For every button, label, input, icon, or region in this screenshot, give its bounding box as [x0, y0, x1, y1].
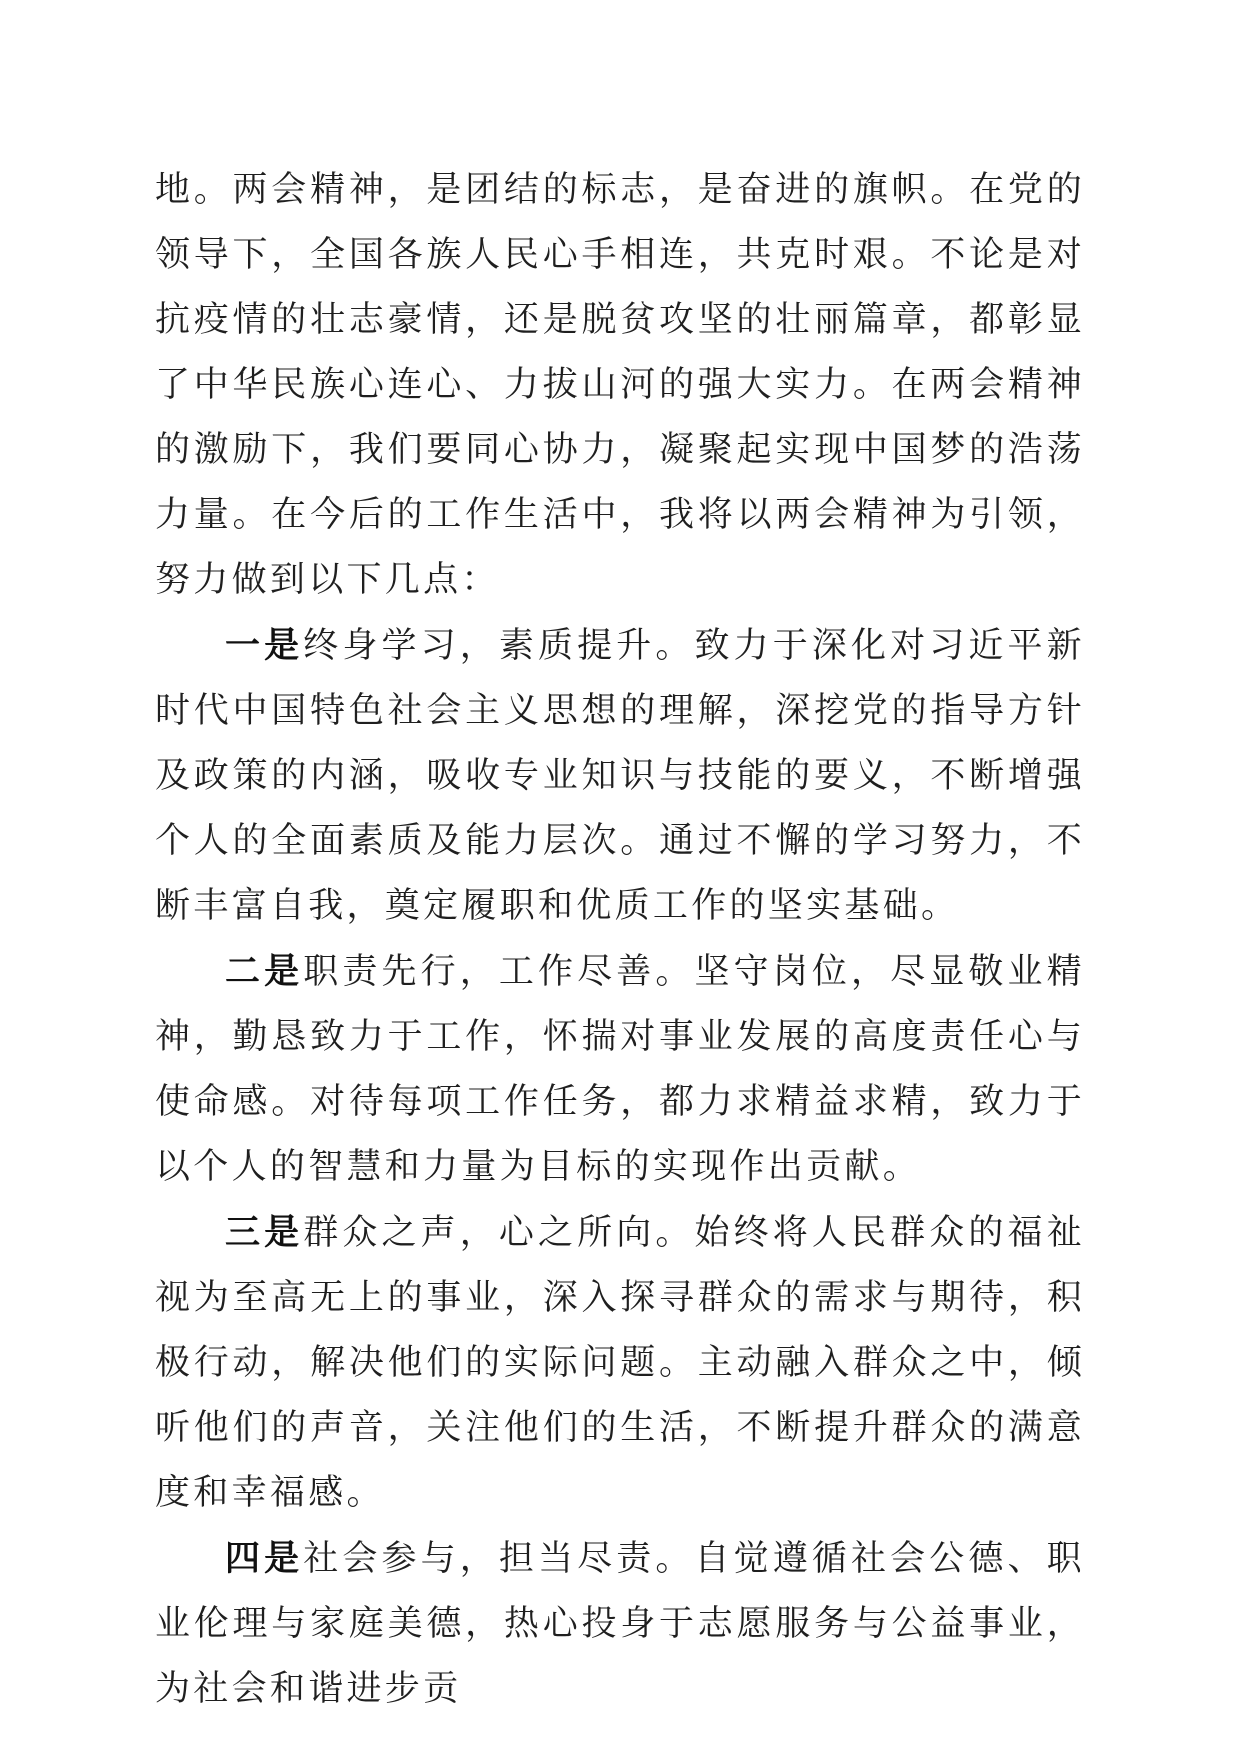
paragraph-point-2 — [155, 939, 1085, 1200]
paragraph-lead: 一是 — [225, 625, 304, 666]
paragraph-point-3 — [155, 1200, 1085, 1526]
document-body — [155, 158, 1085, 1722]
paragraph-point-4 — [155, 1526, 1085, 1722]
paragraph-text: 地。两会精神，是团结的标志，是奋进的旗帜。在党的领导下，全国各族人民心手相连，共克时艰。不论是对抗疫情的壮志豪情，还是脱贫攻坚的壮丽篇章，都彰显了中华民族心连心、力拔山河的强大实力。在两会精神的激励下，我们要同心协力，凝聚起实现中国梦的浩荡力量。在今后的工作生活中，我将以两会精神为引领，努力做到以下几点： — [155, 170, 1085, 600]
paragraph-lead: 二是 — [225, 951, 304, 992]
paragraph-lead: 三是 — [225, 1212, 304, 1253]
paragraph-point-1 — [155, 613, 1085, 939]
paragraph-text: 社会参与，担当尽责。自觉遵循社会公德、职业伦理与家庭美德，热心投身于志愿服务与公益事业，为社会和谐进步贡 — [155, 1539, 1085, 1709]
paragraph-lead: 四是 — [225, 1538, 304, 1579]
paragraph-intro — [155, 158, 1085, 613]
paragraph-text: 群众之声，心之所向。始终将人民群众的福祉视为至高无上的事业，深入探寻群众的需求与期待，积极行动，解决他们的实际问题。主动融入群众之中，倾听他们的声音，关注他们的生活，不断提升群众的满意度和幸福感。 — [155, 1213, 1085, 1513]
paragraph-text: 职责先行，工作尽善。坚守岗位，尽显敬业精神，勤恳致力于工作，怀揣对事业发展的高度责任心与使命感。对待每项工作任务，都力求精益求精，致力于以个人的智慧和力量为目标的实现作出贡献。 — [155, 952, 1085, 1187]
paragraph-text: 终身学习，素质提升。致力于深化对习近平新时代中国特色社会主义思想的理解，深挖党的指导方针及政策的内涵，吸收专业知识与技能的要义，不断增强个人的全面素质及能力层次。通过不懈的学习努力，不断丰富自我，奠定履职和优质工作的坚实基础。 — [155, 626, 1085, 926]
